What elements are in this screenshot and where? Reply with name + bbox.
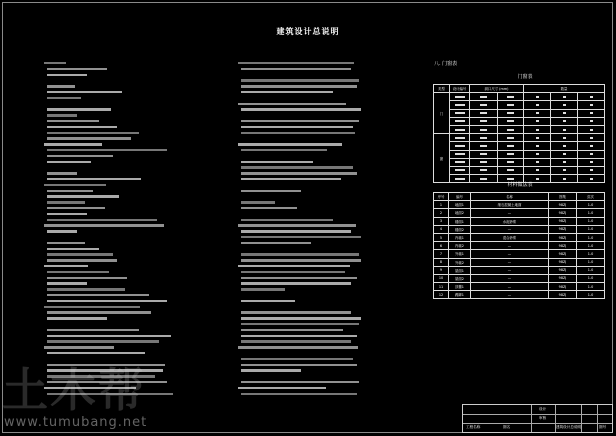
- text-line: [241, 277, 357, 279]
- door-table-cell: [578, 134, 605, 142]
- door-table-cell: [470, 109, 498, 117]
- material-table-cell: 1-0: [577, 266, 605, 274]
- text-line: [47, 132, 139, 134]
- door-table-header-cell: 设计编号: [450, 85, 470, 93]
- text-line: [241, 166, 353, 168]
- text-line: [241, 201, 275, 203]
- text-line: [47, 201, 85, 203]
- text-line: [238, 143, 342, 145]
- door-table-cell: [524, 117, 551, 125]
- door-table-cell: [498, 158, 524, 166]
- door-table-cell: [551, 109, 578, 117]
- material-table-cell: 1-0: [577, 291, 605, 299]
- text-line: [238, 387, 326, 389]
- door-table-cell: [578, 93, 605, 101]
- door-table-cell: [524, 109, 551, 117]
- door-table-cell: [578, 109, 605, 117]
- material-table-cell: 98ZJ: [549, 233, 577, 241]
- material-table-cell: 水泥砂浆: [471, 217, 549, 225]
- text-line: [47, 213, 87, 215]
- text-line: [241, 190, 301, 192]
- material-table-cell: —: [471, 250, 549, 258]
- material-table-header-cell: 序号: [434, 193, 449, 201]
- text-line: [47, 300, 167, 302]
- material-table-cell: 屋面2: [449, 274, 471, 282]
- text-line: [47, 259, 117, 261]
- text-line: [241, 340, 351, 342]
- text-line: [241, 230, 351, 232]
- material-table-cell: 98ZJ: [549, 225, 577, 233]
- material-table-header-cell: 名称: [471, 193, 549, 201]
- text-line: [241, 381, 359, 383]
- door-table-cell: [498, 150, 524, 158]
- text-line: [241, 85, 357, 87]
- text-line: [47, 329, 139, 331]
- text-line: [47, 97, 81, 99]
- text-line: [241, 79, 359, 81]
- material-table-cell: 外墙2: [449, 258, 471, 266]
- text-line: [44, 346, 114, 348]
- material-table-cell: 2: [434, 209, 449, 217]
- text-line: [238, 224, 356, 226]
- text-line: [47, 68, 107, 70]
- text-line: [47, 288, 125, 290]
- material-table-cell: —: [471, 274, 549, 282]
- material-table-cell: 5: [434, 233, 449, 241]
- table-row: [434, 201, 605, 209]
- door-table-cell: [578, 117, 605, 125]
- door-table-title: 门窗表: [517, 74, 533, 80]
- text-line: [241, 242, 311, 244]
- door-table-cell: [578, 166, 605, 174]
- door-table-cell: [470, 125, 498, 133]
- text-line: [47, 108, 111, 110]
- text-line: [241, 311, 351, 313]
- text-line: [241, 271, 345, 273]
- text-line: [241, 253, 359, 255]
- material-table-cell: 1-0: [577, 225, 605, 233]
- door-table-cell: [524, 93, 551, 101]
- text-line: [241, 329, 343, 331]
- door-table-cell: [450, 134, 470, 142]
- material-table-cell: 98ZJ: [549, 266, 577, 274]
- table-row: [434, 142, 605, 150]
- material-table-cell: 1-0: [577, 209, 605, 217]
- table-row: [434, 209, 605, 217]
- door-table-cell: [551, 142, 578, 150]
- door-table-header-cell: 数量: [524, 85, 605, 93]
- door-table-cell: [551, 101, 578, 109]
- text-line: [47, 242, 85, 244]
- title-block-drawing-name: 建筑设计总说明: [556, 425, 582, 429]
- material-table-cell: 98ZJ: [549, 274, 577, 282]
- text-line: [47, 126, 117, 128]
- door-table-cell: [578, 175, 605, 183]
- door-table-cell: [578, 142, 605, 150]
- text-line: [47, 172, 77, 174]
- material-table-cell: 楼面1: [449, 217, 471, 225]
- text-line: [47, 340, 159, 342]
- text-line: [47, 195, 119, 197]
- material-table-cell: 98ZJ: [549, 209, 577, 217]
- material-table-cell: 98ZJ: [549, 201, 577, 209]
- door-table-cell: [498, 166, 524, 174]
- material-table-cell: 6: [434, 242, 449, 250]
- table-row: [434, 93, 605, 101]
- drawing-title: 建筑设计总说明: [276, 27, 340, 36]
- text-line: [47, 317, 107, 319]
- text-line: [241, 178, 341, 180]
- material-table-cell: 1-0: [577, 242, 605, 250]
- text-line: [241, 108, 361, 110]
- door-table-cell: [551, 125, 578, 133]
- door-table-cell: [498, 134, 524, 142]
- material-table-cell: 屋面1: [449, 266, 471, 274]
- text-line: [241, 288, 285, 290]
- table-row: [434, 225, 605, 233]
- material-table-cell: 内墙2: [449, 242, 471, 250]
- text-line: [47, 248, 99, 250]
- text-line: [47, 219, 157, 221]
- material-table-title: 材料做法表: [507, 182, 533, 188]
- door-table-cell: [578, 158, 605, 166]
- door-table-cell: [524, 150, 551, 158]
- door-table-cell: [578, 125, 605, 133]
- door-table-cell: [450, 93, 470, 101]
- material-table-cell: 98ZJ: [549, 258, 577, 266]
- material-table-cell: —: [471, 225, 549, 233]
- door-table-cell: [498, 125, 524, 133]
- watermark-url: www.tumubang.net: [4, 415, 148, 430]
- material-table-cell: 内墙1: [449, 233, 471, 241]
- material-table-header-cell: 页次: [577, 193, 605, 201]
- text-line: [241, 207, 297, 209]
- door-table-cell: [524, 134, 551, 142]
- door-table-cell: [524, 125, 551, 133]
- text-line: [241, 68, 351, 70]
- title-block-number-label: 图号: [599, 425, 607, 429]
- material-table-cell: 1-0: [577, 201, 605, 209]
- text-line: [241, 358, 353, 360]
- material-table-cell: 98ZJ: [549, 291, 577, 299]
- material-table-cell: —: [471, 283, 549, 291]
- table-row: [434, 125, 605, 133]
- door-table-cell: [470, 101, 498, 109]
- text-line: [47, 178, 141, 180]
- text-line: [47, 311, 151, 313]
- text-line: [47, 149, 167, 151]
- text-line: [47, 207, 105, 209]
- material-table-cell: —: [471, 209, 549, 217]
- door-table-cell: [450, 117, 470, 125]
- text-line: [241, 219, 333, 221]
- door-table-group: 门: [434, 93, 450, 134]
- material-table-cell: 98ZJ: [549, 242, 577, 250]
- material-table-cell: —: [471, 258, 549, 266]
- material-table-cell: 1-0: [577, 283, 605, 291]
- material-table-cell: —: [471, 266, 549, 274]
- table-row: [434, 101, 605, 109]
- material-table-cell: 1-0: [577, 217, 605, 225]
- text-line: [241, 91, 333, 93]
- table-row: [434, 158, 605, 166]
- text-line: [241, 161, 313, 163]
- material-table-cell: 1-0: [577, 274, 605, 282]
- text-line: [47, 335, 171, 337]
- door-table-cell: [470, 142, 498, 150]
- door-table-group: 窗: [434, 134, 450, 183]
- material-table-cell: —: [471, 242, 549, 250]
- watermark-logo-text: 土木帮: [2, 363, 146, 417]
- table-row: [434, 109, 605, 117]
- door-table-cell: [551, 117, 578, 125]
- text-line: [44, 143, 102, 145]
- material-table-cell: 地面1: [449, 201, 471, 209]
- table-row: [434, 242, 605, 250]
- door-table-cell: [450, 158, 470, 166]
- text-line: [47, 91, 122, 93]
- text-line: [241, 282, 351, 284]
- text-line: [47, 294, 149, 296]
- text-line: [238, 62, 354, 64]
- text-line: [241, 369, 301, 371]
- door-table-cell: [524, 142, 551, 150]
- text-line: [44, 62, 66, 64]
- table-row: [434, 166, 605, 174]
- door-table-cell: [578, 150, 605, 158]
- text-line: [238, 103, 346, 105]
- material-table-cell: 9: [434, 266, 449, 274]
- door-table-cell: [498, 109, 524, 117]
- text-line: [47, 282, 87, 284]
- material-table-cell: 1-0: [577, 233, 605, 241]
- door-table-cell: [470, 166, 498, 174]
- material-table: [433, 192, 605, 299]
- door-table-cell: [450, 101, 470, 109]
- door-table-cell: [578, 101, 605, 109]
- text-line: [241, 172, 357, 174]
- material-table-cell: 踢脚1: [449, 291, 471, 299]
- text-line: [241, 259, 361, 261]
- material-table-cell: 地面2: [449, 209, 471, 217]
- title-block-drawing-name-label: 图名: [503, 425, 511, 429]
- table-row: [434, 150, 605, 158]
- text-line: [47, 190, 93, 192]
- text-line: [44, 224, 164, 226]
- door-table-cell: [450, 175, 470, 183]
- table-row: [434, 258, 605, 266]
- door-table-cell: [551, 134, 578, 142]
- door-table-cell: [524, 158, 551, 166]
- text-line: [241, 120, 359, 122]
- table-row: [434, 117, 605, 125]
- material-table-header-cell: 编号: [449, 193, 471, 201]
- door-table-cell: [450, 125, 470, 133]
- door-table-cell: [470, 93, 498, 101]
- material-table-cell: 1: [434, 201, 449, 209]
- text-line: [47, 137, 131, 139]
- text-line: [241, 236, 361, 238]
- door-table-cell: [524, 166, 551, 174]
- material-table-cell: 1-0: [577, 250, 605, 258]
- door-table-header-cell: 类型: [434, 85, 450, 93]
- material-table-cell: 外墙1: [449, 250, 471, 258]
- material-table-cell: 7: [434, 250, 449, 258]
- text-line: [47, 277, 127, 279]
- door-table-cell: [470, 158, 498, 166]
- door-table-cell: [498, 93, 524, 101]
- text-line: [241, 317, 361, 319]
- material-table-cell: 10: [434, 274, 449, 282]
- door-table-cell: [470, 134, 498, 142]
- text-line: [44, 306, 140, 308]
- door-table-cell: [470, 117, 498, 125]
- table-row: [434, 283, 605, 291]
- door-table-cell: [470, 150, 498, 158]
- text-line: [241, 364, 357, 366]
- text-line: [47, 271, 109, 273]
- right-column-heading: 八. 门窗表: [434, 61, 458, 67]
- material-table-cell: 4: [434, 225, 449, 233]
- door-table-cell: [498, 117, 524, 125]
- material-table-cell: —: [471, 291, 549, 299]
- table-row: [434, 217, 605, 225]
- title-block-project: 工程名称: [466, 425, 481, 429]
- door-table-cell: [498, 101, 524, 109]
- material-table-cell: 3: [434, 217, 449, 225]
- door-window-table: [433, 84, 605, 183]
- text-line: [238, 346, 358, 348]
- door-table-cell: [524, 101, 551, 109]
- material-table-cell: 12: [434, 291, 449, 299]
- door-table-cell: [498, 142, 524, 150]
- title-block-designer: 设计: [539, 407, 547, 411]
- text-line: [47, 230, 77, 232]
- text-line: [238, 265, 350, 267]
- text-line: [47, 114, 77, 116]
- text-line: [47, 253, 113, 255]
- table-row: [434, 250, 605, 258]
- material-table-cell: 98ZJ: [549, 250, 577, 258]
- text-line: [47, 161, 91, 163]
- material-table-cell: 98ZJ: [549, 217, 577, 225]
- material-table-header-cell: 图集: [549, 193, 577, 201]
- text-line: [241, 393, 357, 395]
- text-line: [44, 265, 88, 267]
- table-row: [434, 266, 605, 274]
- table-row: [434, 233, 605, 241]
- table-row: [434, 134, 605, 142]
- door-table-cell: [450, 109, 470, 117]
- text-line: [47, 74, 87, 76]
- text-line: [241, 126, 353, 128]
- material-table-cell: 楼面2: [449, 225, 471, 233]
- text-line: [44, 184, 106, 186]
- table-row: [434, 274, 605, 282]
- text-line: [241, 300, 295, 302]
- material-table-cell: 8: [434, 258, 449, 266]
- text-line: [241, 323, 359, 325]
- door-table-cell: [450, 166, 470, 174]
- door-table-cell: [551, 158, 578, 166]
- door-table-header-cell: 洞口尺寸 (mm): [470, 85, 524, 93]
- text-line: [47, 120, 99, 122]
- material-table-cell: 98ZJ: [549, 283, 577, 291]
- material-table-cell: 11: [434, 283, 449, 291]
- material-table-cell: 1-0: [577, 258, 605, 266]
- title-block: [462, 404, 613, 433]
- text-line: [47, 85, 75, 87]
- material-table-cell: 细石混凝土地面: [471, 201, 549, 209]
- material-table-cell: 混合砂浆: [471, 233, 549, 241]
- text-line: [241, 335, 357, 337]
- text-line: [241, 132, 355, 134]
- door-table-cell: [551, 150, 578, 158]
- door-table-cell: [450, 150, 470, 158]
- text-line: [241, 149, 327, 151]
- text-line: [47, 155, 113, 157]
- door-table-cell: [450, 142, 470, 150]
- table-row: [434, 291, 605, 299]
- title-block-reviewer: 审核: [539, 416, 547, 420]
- door-table-cell: [551, 93, 578, 101]
- door-table-cell: [551, 166, 578, 174]
- material-table-cell: 顶棚1: [449, 283, 471, 291]
